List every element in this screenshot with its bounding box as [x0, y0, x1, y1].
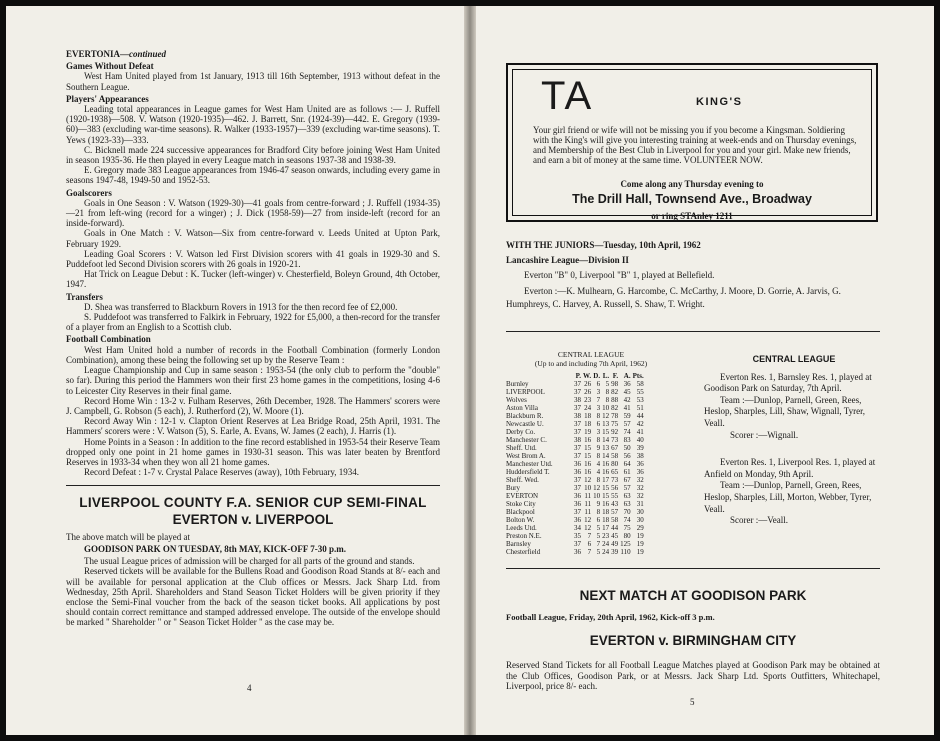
- table-row: [506, 500, 646, 508]
- table-cell: 36: [574, 460, 581, 468]
- table-cell: 73: [611, 436, 619, 444]
- table-row: [506, 468, 646, 476]
- table-cell: 44: [636, 412, 644, 420]
- section-paragraph: West Ham United hold a number of records in the Football Combination (formerly London Combination), among these being the following set up by the Reserve Team :: [66, 344, 440, 365]
- table-cell: 67: [611, 444, 619, 452]
- section-paragraph: Home Points in a Season : In addition to the fine record established in 1953-54 their Reserve Team dropped only one point in 21 home games in 1930-31 season. This was later beaten by Brentford Reserves in 1933-34 when they won all 21 home games.: [66, 436, 440, 467]
- table-cell: 6: [596, 516, 601, 524]
- table-cell: 6: [596, 380, 601, 388]
- running-head: EVERTONIA—continued: [66, 49, 167, 59]
- table-cell: 5: [596, 548, 601, 556]
- table-cell: 50: [623, 444, 631, 452]
- table-cell: 15: [584, 444, 592, 452]
- table-cell: 14: [602, 452, 610, 460]
- table-cell: 53: [636, 396, 644, 404]
- table-cell: 42: [636, 420, 644, 428]
- advert-phone: or ring STAnley 1211: [651, 211, 733, 221]
- central-league-report: [704, 354, 884, 527]
- table-cell: 39: [611, 548, 619, 556]
- table-cell: 18: [602, 508, 610, 516]
- table-cell: 65: [611, 468, 619, 476]
- table-cell: 12: [602, 412, 610, 420]
- table-cell: 67: [623, 476, 631, 484]
- table-cell: 75: [623, 524, 631, 532]
- table-cell: 49: [611, 540, 619, 548]
- table-cell: 41: [623, 404, 631, 412]
- section-paragraph: League Championship and Cup in same season : 1953-54 (the only club to perform the "double" so far). During this period the Hammers won their first 23 home games in the competitions, losing 4-6 to Leicester City Reserves in their final game.: [66, 365, 440, 396]
- table-cell: 78: [611, 412, 619, 420]
- section-heading: Football Combination: [66, 334, 151, 345]
- team-name: Sheff. Wed.: [506, 476, 539, 484]
- table-cell: 10: [584, 484, 592, 492]
- table-cell: 26: [584, 380, 592, 388]
- divider: [66, 485, 440, 486]
- cup-line2: GOODISON PARK ON TUESDAY, 8th MAY, KICK-OFF 7-30 p.m.: [84, 543, 347, 554]
- table-cell: 16: [584, 468, 592, 476]
- table-cell: 37: [574, 444, 581, 452]
- table-row: [506, 420, 646, 428]
- section-paragraph: Leading total appearances in League games for West Ham United are as follows :— J. Ruffell (1920-1938)—508. V. Watson (1920-1935)—462. J. Barrett, Snr. (1924-39)—442. E. Gregory (1939-60)—383 (excluding war-time seasons). R. Walker (1933-1957)—339 (excluding war-time seasons). T. Yews (1923-33)—333.: [66, 104, 440, 145]
- table-cell: 4: [596, 460, 601, 468]
- section-paragraph: D. Shea was transferred to Blackburn Rovers in 1913 for the then record fee of £2,000.: [84, 301, 398, 312]
- kings-advert: [506, 63, 878, 222]
- table-cell: 37: [574, 420, 581, 428]
- section-paragraph: Hat Trick on League Debut : K. Tucker (left-winger) v. Chesterfield, Boleyn Ground, 4th October, 1947.: [66, 269, 440, 290]
- table-cell: 61: [623, 468, 631, 476]
- section-paragraph: C. Bicknell made 224 successive appearances for Bradford City before joining West Ham United in season 1935-36. He then played in every League match in seasons 1937-38 and 1938-39.: [66, 144, 440, 166]
- left-page: [6, 6, 464, 735]
- table-cell: 18: [584, 420, 592, 428]
- table-row: [506, 412, 646, 420]
- table-cell: 7: [596, 540, 601, 548]
- reserves-scorer-2: Scorer :—Veall.: [730, 515, 788, 526]
- team-name: Stoke City: [506, 500, 536, 508]
- team-name: West Brom A.: [506, 452, 546, 460]
- ta-logo: TA: [541, 74, 594, 118]
- table-cell: 8: [605, 388, 610, 396]
- table-cell: 5: [605, 380, 610, 388]
- table-cell: 8: [596, 476, 601, 484]
- team-name: Wolves: [506, 396, 527, 404]
- table-cell: 56: [611, 484, 619, 492]
- table-cell: 31: [636, 500, 644, 508]
- table-cell: 36: [574, 516, 581, 524]
- table-cell: 37: [574, 508, 581, 516]
- table-cell: 36: [623, 380, 631, 388]
- table-cell: 74: [623, 428, 631, 436]
- cup-para-2: Reserved tickets will be available for the Bullens Road and Goodison Road Stands at 8/- each and will be available for personal application at the Club offices or Messrs. Jack Sharp Ltd. from Wednesday, 25th April. Shareholders and Stand Season Ticket Holders will be given priority if they enclose the Semi-Final voucher from the back of the season ticket books. All applications by post should contain correct remittance and stamped addressed envelope. The outside of the envelope should be marked " Shareholder " or " Season Ticket Holder " as the case may be.: [66, 566, 440, 628]
- table-cell: 3: [596, 428, 601, 436]
- table-cell: 12: [593, 484, 601, 492]
- table-cell: 15: [602, 492, 610, 500]
- table-cell: 24: [602, 548, 610, 556]
- table-cell: 34: [574, 524, 581, 532]
- table-cell: 110: [620, 548, 631, 556]
- table-cell: 36: [574, 468, 581, 476]
- reserves-scorer-1: Scorer :—Wignall.: [730, 429, 799, 440]
- table-row: [506, 516, 646, 524]
- section-paragraph: Record Defeat : 1-7 v. Crystal Palace Reserves (away), 10th February, 1934.: [84, 467, 359, 478]
- table-cell: 24: [602, 540, 610, 548]
- table-cell: 4: [596, 468, 601, 476]
- table-row: [506, 540, 646, 548]
- table-cell: 74: [623, 516, 631, 524]
- league-table-heading: CENTRAL LEAGUE: [557, 350, 625, 359]
- table-cell: 63: [623, 492, 631, 500]
- table-row: [506, 548, 646, 556]
- table-cell: 15: [584, 452, 592, 460]
- section-heading: Players' Appearances: [66, 93, 149, 104]
- next-match-tickets: Reserved Stand Tickets for all Football League Matches played at Goodison Park may be obtained at the Club Offices, Goodison Park, or at Messrs. Jack Sharp Ltd. Sports Outfitters, Whitechapel, Liverpool, price 8/- each.: [506, 660, 880, 691]
- column-header: F.: [612, 372, 619, 380]
- advert-drill-hall: The Drill Hall, Townsend Ave., Broadway: [572, 192, 812, 206]
- table-cell: 37: [574, 404, 581, 412]
- table-row: [506, 460, 646, 468]
- reserves-result-1: Everton Res. 1, Barnsley Res. 1, played at Goodison Park on Saturday, 7th April.: [704, 371, 872, 394]
- column-header: Pts.: [632, 372, 644, 380]
- table-cell: 37: [574, 452, 581, 460]
- table-cell: 30: [636, 516, 644, 524]
- section-paragraph: Leading Goal Scorers : V. Watson led First Division scorers with 41 goals in 1929-30 and S. Puddefoot led Second Division scorers with 26 goals in 1920-21.: [66, 248, 440, 270]
- league-table-title: [506, 351, 676, 368]
- page-number-right: 5: [690, 697, 695, 707]
- team-name: Blackpool: [506, 508, 535, 516]
- table-cell: 19: [636, 548, 644, 556]
- table-cell: 8: [596, 508, 601, 516]
- central-league-heading: CENTRAL LEAGUE: [752, 354, 836, 364]
- table-cell: 32: [636, 492, 644, 500]
- section-paragraph: West Ham United played from 1st January, 1913 till 16th September, 1913 without defeat in the Southern League.: [66, 71, 440, 92]
- table-cell: 37: [574, 484, 581, 492]
- table-cell: 6: [596, 420, 601, 428]
- table-cell: 7: [596, 396, 601, 404]
- table-cell: 12: [584, 524, 592, 532]
- next-match-teams: EVERTON v. BIRMINGHAM CITY: [589, 633, 797, 648]
- divider: [506, 568, 880, 569]
- table-cell: 55: [636, 388, 644, 396]
- table-cell: 43: [611, 500, 619, 508]
- table-cell: 36: [574, 548, 581, 556]
- table-cell: 13: [602, 444, 610, 452]
- table-cell: 73: [611, 476, 619, 484]
- table-cell: 80: [611, 460, 619, 468]
- table-cell: 10: [593, 492, 601, 500]
- team-name: Preston N.E.: [506, 532, 542, 540]
- team-name: Derby Co.: [506, 428, 536, 436]
- table-cell: 37: [574, 428, 581, 436]
- table-cell: 6: [587, 540, 592, 548]
- team-name: EVERTON: [506, 492, 539, 500]
- table-cell: 56: [623, 452, 631, 460]
- page-number-left: 4: [247, 683, 252, 693]
- team-name: Newcastle U.: [506, 420, 544, 428]
- table-cell: 23: [584, 396, 592, 404]
- table-cell: 26: [584, 388, 592, 396]
- divider: [506, 331, 880, 332]
- table-cell: 80: [623, 532, 631, 540]
- table-cell: 32: [636, 484, 644, 492]
- table-cell: 7: [587, 532, 592, 540]
- league-table-header: [506, 372, 646, 380]
- table-cell: 98: [611, 380, 619, 388]
- juniors-result: Everton "B" 0, Liverpool "B" 1, played at Bellefield.: [524, 270, 715, 280]
- table-cell: 5: [596, 524, 601, 532]
- table-cell: 83: [623, 436, 631, 444]
- table-cell: 24: [584, 404, 592, 412]
- table-cell: 35: [574, 532, 581, 540]
- table-cell: 38: [636, 452, 644, 460]
- table-row: [506, 524, 646, 532]
- table-row: [506, 436, 646, 444]
- table-cell: 37: [574, 540, 581, 548]
- table-cell: 88: [611, 396, 619, 404]
- table-cell: 29: [636, 524, 644, 532]
- table-row: [506, 452, 646, 460]
- section-heading: Transfers: [66, 291, 103, 302]
- table-cell: 38: [574, 436, 581, 444]
- team-name: Aston Villa: [506, 404, 538, 412]
- column-header: P.: [575, 372, 581, 380]
- table-cell: 38: [574, 412, 581, 420]
- right-page: [476, 6, 934, 735]
- table-row: [506, 428, 646, 436]
- evertonia-sections: [66, 61, 440, 477]
- table-cell: 37: [574, 380, 581, 388]
- table-cell: 10: [602, 404, 610, 412]
- cup-line1: The above match will be played at: [66, 531, 190, 542]
- gutter: [464, 6, 476, 735]
- table-row: [506, 476, 646, 484]
- table-cell: 70: [623, 508, 631, 516]
- table-cell: 11: [584, 500, 592, 508]
- table-cell: 59: [623, 412, 631, 420]
- team-name: Manchester C.: [506, 436, 547, 444]
- table-cell: 11: [584, 492, 592, 500]
- table-cell: 8: [596, 412, 601, 420]
- juniors-report: [506, 240, 886, 311]
- table-cell: 44: [611, 524, 619, 532]
- table-cell: 57: [611, 508, 619, 516]
- column-header: A.: [623, 372, 631, 380]
- table-cell: 45: [623, 388, 631, 396]
- table-cell: 16: [602, 500, 610, 508]
- reserves-result-2: Everton Res. 1, Liverpool Res. 1, played at Anfield on Monday, 9th April.: [704, 457, 876, 479]
- table-cell: 19: [584, 428, 592, 436]
- section-heading: Goalscorers: [66, 187, 112, 198]
- table-cell: 15: [602, 484, 610, 492]
- column-header: [506, 372, 574, 380]
- section-paragraph: S. Puddefoot was transferred to Falkirk in February, 1922 for £5,000, a then-record for the transfer of a player from an English to a Scottish club.: [66, 312, 440, 333]
- team-name: Leeds Utd.: [506, 524, 537, 532]
- table-cell: 64: [623, 460, 631, 468]
- section-paragraph: Record Away Win : 12-1 v. Clapton Orient Reserves at Lea Bridge Road, 25th April, 1931. The Hammers' scorers were : V. Watson (5), S. Earle, A. Evans, W. James (2 each), J. Harris (1).: [66, 416, 440, 437]
- table-cell: 18: [584, 412, 592, 420]
- cup-teams: EVERTON v. LIVERPOOL: [172, 511, 334, 527]
- table-cell: 16: [602, 460, 610, 468]
- table-cell: 75: [611, 420, 619, 428]
- column-header: L.: [602, 372, 610, 380]
- table-row: [506, 508, 646, 516]
- table-cell: 40: [636, 436, 644, 444]
- team-name: Bury: [506, 484, 520, 492]
- table-cell: 16: [584, 436, 592, 444]
- team-name: Barnsley: [506, 540, 531, 548]
- team-name: Burnley: [506, 380, 529, 388]
- juniors-title: WITH THE JUNIORS—Tuesday, 10th April, 1962: [506, 240, 701, 250]
- table-cell: 15: [602, 428, 610, 436]
- column-header: D.: [593, 372, 601, 380]
- advert-body: Your girl friend or wife will not be missing you if you become a Kingsman. Soldiering with the King's will give you interesting training at week-ends and on Thursday evenings, and Membership of the Best Club in Liverpool for you and your girl. Make new friends, and earn a bit of money at the same time. VOLUNTEER NOW.: [533, 125, 857, 165]
- table-cell: 12: [584, 516, 592, 524]
- table-cell: 36: [574, 492, 581, 500]
- table-cell: 58: [636, 380, 644, 388]
- table-cell: 82: [611, 404, 619, 412]
- table-cell: 11: [584, 508, 592, 516]
- table-cell: 13: [602, 420, 610, 428]
- reserves-team-1: Team :—Dunlop, Parnell, Green, Rees, Heslop, Sharples, Lill, Shaw, Wignall, Tyrer, Veall.: [704, 394, 865, 428]
- kings-heading: KING'S: [696, 96, 743, 108]
- table-cell: 12: [584, 476, 592, 484]
- section-paragraph: Record Home Win : 13-2 v. Fulham Reserves, 26th December, 1928. The Hammers' scorers were J. Campbell, G. Robson (5 each), J. Rutherford (2), W. Moore (1).: [66, 395, 440, 416]
- table-cell: 58: [611, 516, 619, 524]
- table-cell: 32: [636, 476, 644, 484]
- table-cell: 42: [623, 396, 631, 404]
- cup-para-1: The usual League prices of admission will be charged for all parts of the ground and stands.: [84, 556, 415, 567]
- table-cell: 17: [602, 476, 610, 484]
- table-cell: 3: [596, 388, 601, 396]
- table-cell: 41: [636, 428, 644, 436]
- table-row: [506, 380, 646, 388]
- team-name: Chesterfield: [506, 548, 541, 556]
- table-cell: 36: [574, 500, 581, 508]
- league-table: [506, 372, 646, 556]
- table-row: [506, 404, 646, 412]
- table-cell: 16: [602, 468, 610, 476]
- table-cell: 51: [636, 404, 644, 412]
- section-paragraph: Goals in One Season : V. Watson (1929-30)—41 goals from centre-forward ; J. Ruffell (1934-35)—21 from left-wing (record for a winger) ; J. Dick (1958-59)—27 from inside-left (record for an inside-forward).: [66, 197, 440, 229]
- table-cell: 82: [611, 388, 619, 396]
- table-row: [506, 388, 646, 396]
- table-cell: 63: [623, 500, 631, 508]
- table-cell: 36: [636, 468, 644, 476]
- table-cell: 18: [602, 516, 610, 524]
- table-cell: 45: [611, 532, 619, 540]
- table-cell: 58: [611, 452, 619, 460]
- table-cell: 38: [574, 396, 581, 404]
- team-name: Manchester Utd.: [506, 460, 553, 468]
- table-cell: 92: [611, 428, 619, 436]
- table-cell: 7: [587, 548, 592, 556]
- table-cell: 9: [596, 444, 601, 452]
- advert-frame: [512, 69, 872, 221]
- table-row: [506, 532, 646, 540]
- section-paragraph: Goals in One Match : V. Watson—Six from centre-forward v. Leeds United at Upton Park, February 1929.: [66, 228, 440, 249]
- table-cell: 55: [611, 492, 619, 500]
- table-cell: 39: [636, 444, 644, 452]
- table-row: [506, 484, 646, 492]
- table-cell: 57: [623, 484, 631, 492]
- table-cell: 8: [605, 396, 610, 404]
- table-cell: 3: [596, 404, 601, 412]
- section-paragraph: E. Gregory made 383 League appearances from 1946-47 season onwards, including every game in seasons 1947-48, 1949-50 and 1952-53.: [66, 165, 440, 186]
- table-row: [506, 444, 646, 452]
- juniors-team: Everton :—K. Mulhearn, G. Harcombe, C. McCarthy, J. Moore, D. Gorrie, A. Jarvis, G. Humphreys, C. Harvey, A. Russell, S. Shaw, T. Wright.: [506, 286, 841, 309]
- table-row: [506, 492, 646, 500]
- table-cell: 16: [584, 460, 592, 468]
- reserves-team-2: Team :—Dunlop, Parnell, Green, Rees, Heslop, Sharples, Lill, Morton, Webber, Tyrer, Veall.: [704, 480, 872, 514]
- table-cell: 14: [602, 436, 610, 444]
- league-table-subtitle: (Up to and including 7th April, 1962): [534, 358, 648, 368]
- table-cell: 19: [636, 540, 644, 548]
- juniors-league: Lancashire League—Division II: [506, 255, 629, 265]
- table-row: [506, 396, 646, 404]
- section-heading: Games Without Defeat: [66, 61, 154, 72]
- next-match-subtitle: Football League, Friday, 20th April, 1962, Kick-off 3 p.m.: [506, 612, 715, 622]
- table-cell: 57: [623, 420, 631, 428]
- team-name: Bolton W.: [506, 516, 535, 524]
- evertonia-column: [66, 49, 440, 628]
- table-cell: 8: [596, 452, 601, 460]
- table-cell: 36: [636, 460, 644, 468]
- table-cell: 8: [596, 436, 601, 444]
- table-cell: 37: [574, 388, 581, 396]
- next-match-title: NEXT MATCH AT GOODISON PARK: [579, 588, 807, 603]
- table-cell: 125: [620, 540, 631, 548]
- table-cell: 37: [574, 476, 581, 484]
- table-cell: 19: [636, 532, 644, 540]
- team-name: LIVERPOOL: [506, 388, 545, 396]
- team-name: Huddersfield T.: [506, 468, 550, 476]
- table-cell: 9: [596, 500, 601, 508]
- column-header: W.: [583, 372, 592, 380]
- team-name: Sheff. Utd.: [506, 444, 537, 452]
- table-cell: 5: [596, 532, 601, 540]
- table-cell: 23: [602, 532, 610, 540]
- team-name: Blackburn R.: [506, 412, 544, 420]
- table-cell: 17: [602, 524, 610, 532]
- advert-come-along: Come along any Thursday evening to: [620, 179, 764, 189]
- cup-title: LIVERPOOL COUNTY F.A. SENIOR CUP SEMI-FINAL: [79, 495, 427, 511]
- table-cell: 30: [636, 508, 644, 516]
